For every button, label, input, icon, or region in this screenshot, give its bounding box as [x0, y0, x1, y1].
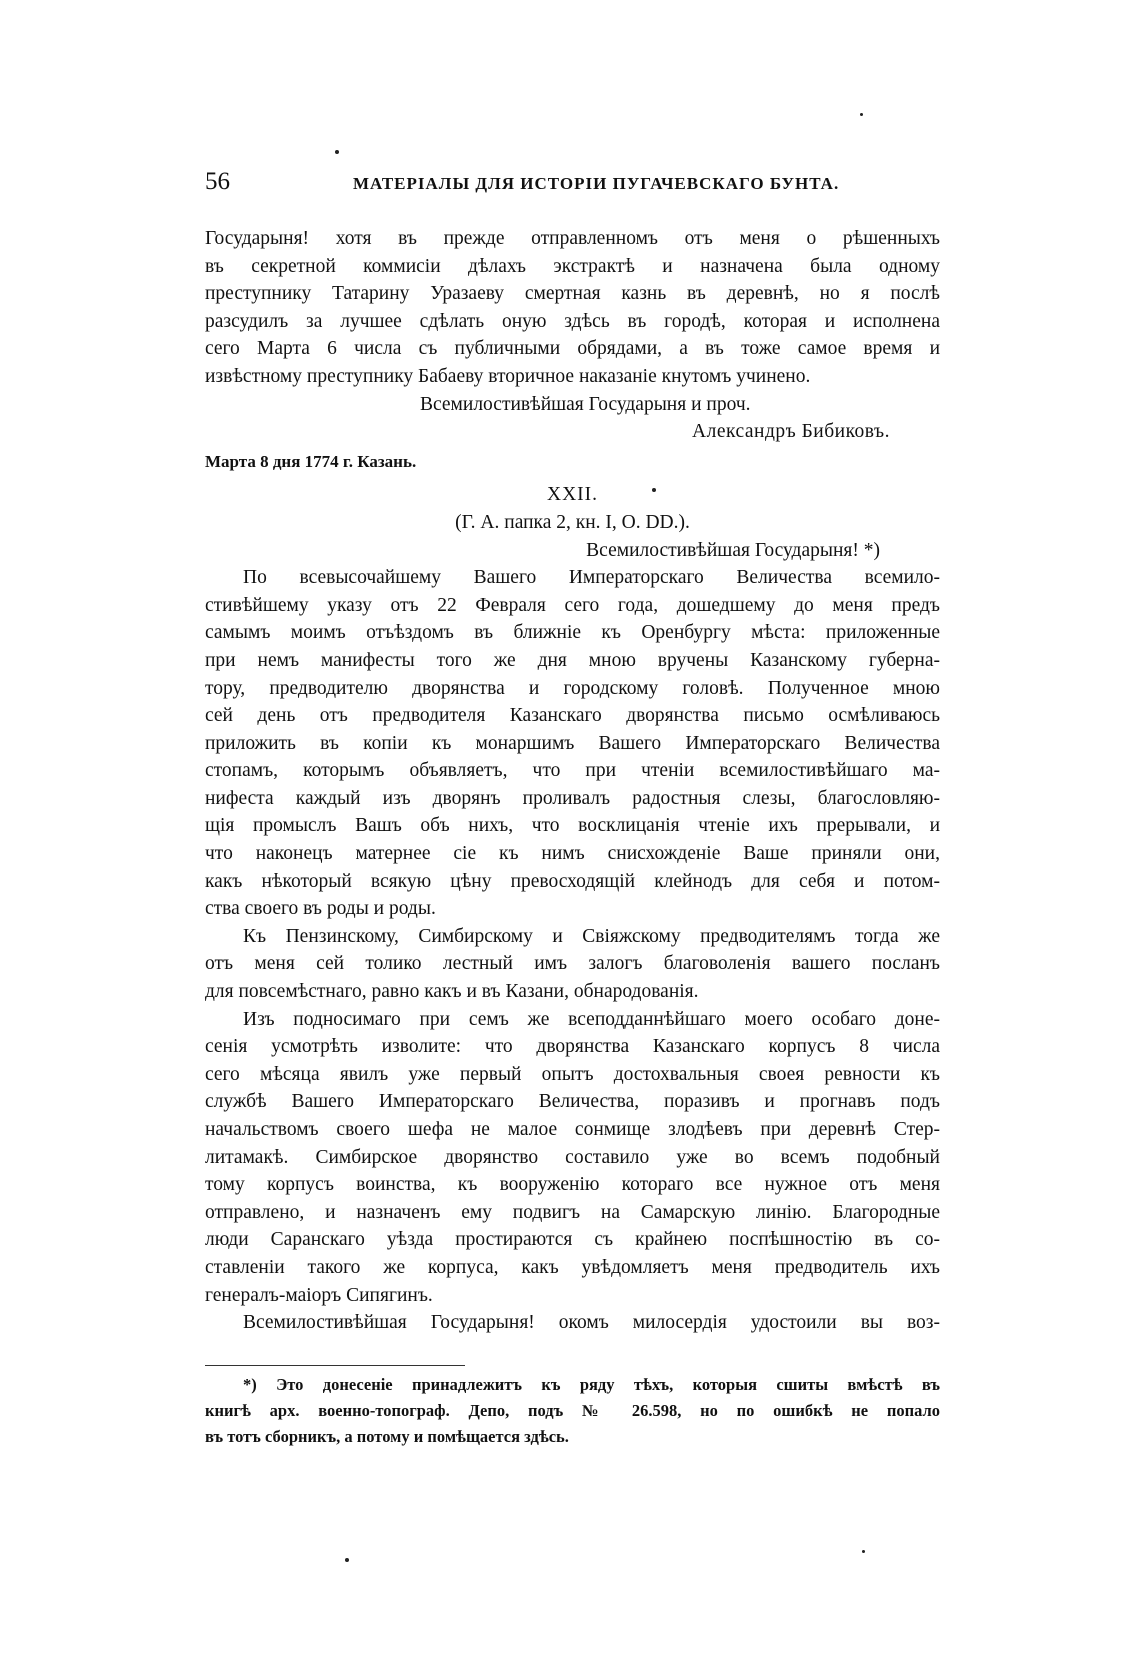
page-header	[205, 168, 945, 198]
paragraph	[205, 1309, 940, 1337]
letter-closing: Всемилостивѣйшая Государыня и проч.	[420, 393, 751, 415]
page-number: 56	[205, 168, 230, 195]
text-line: какъ нѣкоторый всякую цѣну превосходящій клейнодъ для себя и потом-	[205, 870, 940, 892]
document-salutation: Всемилостивѣйшая Государыня! *)	[586, 539, 880, 561]
paragraph	[205, 1006, 940, 1310]
text-line: приложить въ копіи къ монаршимъ Вашего Императорскаго Величества	[205, 732, 940, 754]
text-line: что наконецъ матернее сіе къ нимъ снисхожденіе Ваше приняли они,	[205, 843, 940, 865]
paragraph	[205, 923, 940, 1006]
footnote-line: книгѣ арх. военно-топограф. Депо, подъ № 26.598, но по ошибкѣ не попало	[205, 1401, 940, 1420]
text-line: Государыня! хотя въ прежде отправленномъ отъ меня о рѣшенныхъ	[205, 228, 940, 249]
text-line: при немъ манифесты того же дня мною вручены Казанскому губерна-	[205, 649, 940, 671]
text-line: литамакѣ. Симбирское дворянство составило уже во всемъ подобный	[205, 1146, 940, 1168]
paragraph	[205, 564, 940, 923]
text-line: въ секретной коммисіи дѣлахъ экстрактѣ и назначена была одному	[205, 255, 940, 277]
text-line: сего мѣсяца явилъ уже первый опытъ достохвальныя своея ревности къ	[205, 1063, 940, 1085]
letter-ending	[205, 225, 940, 475]
text-line: для повсемѣстнаго, равно какъ и въ Казани, обнародованія.	[205, 981, 699, 1003]
footnote-line: *) Это донесеніе принадлежитъ къ ряду тѣхъ, которыя сшиты вмѣстѣ въ	[243, 1375, 940, 1394]
text-line: тору, предводителю дворянства и городскому головѣ. Полученное мною	[205, 677, 940, 699]
text-line: сей день отъ предводителя Казанскаго дворянства письмо осмѣливаюсь	[205, 705, 940, 727]
letter-dateline: Марта 8 дня 1774 г. Казань.	[205, 451, 417, 471]
print-speck	[862, 1550, 865, 1553]
document-xxii	[205, 481, 940, 1336]
text-line: стивѣйшему указу отъ 22 Февраля сего года, дошедшему до меня предъ	[205, 594, 940, 616]
text-line: преступнику Татарину Уразаеву смертная казнь въ деревнѣ, но я послѣ	[205, 283, 940, 305]
print-speck	[860, 113, 863, 116]
text-line: отправлено, и назначенъ ему подвигъ на Самарскую линію. Благородные	[205, 1201, 940, 1223]
text-line: нифеста каждый изъ дворянъ проливалъ радостныя слезы, благословляю-	[205, 787, 940, 809]
text-line: извѣстному преступнику Бабаеву вторичное наказаніе кнутомъ учинено.	[205, 365, 811, 387]
text-line: По всевысочайшему Вашего Императорскаго Величества всемило-	[243, 567, 940, 589]
print-speck	[345, 1558, 349, 1562]
print-speck	[652, 488, 656, 492]
text-line: отъ меня сей толико лестный имъ залогъ благоволенія вашего посланъ	[205, 953, 940, 975]
running-title: МАТЕРІАЛЫ ДЛЯ ИСТОРІИ ПУГАЧЕВСКАГО БУНТА.	[353, 174, 840, 193]
text-line: Изъ подносимаго при семъ же всеподданнѣйшаго моего особаго доне-	[243, 1008, 940, 1030]
footnote	[205, 1372, 940, 1450]
text-line: самымъ моимъ отъѣздомъ въ ближніе къ Оренбургу мѣста: приложенные	[205, 622, 940, 644]
letter-signature: Александръ Бибиковъ.	[692, 421, 890, 443]
text-line: сенія усмотрѣть изволите: что дворянства Казанскаго корпусъ 8 числа	[205, 1036, 940, 1058]
text-line: тому корпусъ воинства, къ вооруженію котораго все нужное отъ меня	[205, 1174, 940, 1196]
text-line: ставленіи такого же корпуса, какъ увѣдомляетъ меня предводитель ихъ	[205, 1256, 940, 1278]
footnote-line: въ тотъ сборникъ, а потому и помѣщается здѣсь.	[205, 1427, 569, 1446]
footnote-divider	[205, 1365, 465, 1366]
text-line: щія промыслъ Вашъ объ нихъ, что восклицанія чтеніе ихъ прерывали, и	[205, 815, 940, 837]
document-source: (Г. А. папка 2, кн. I, О. DD.).	[455, 511, 690, 533]
text-line: ства своего въ роды и роды.	[205, 898, 436, 920]
document-number: XXII.	[546, 484, 599, 506]
text-line: Всемилостивѣйшая Государыня! окомъ милосердія удостоили вы воз-	[243, 1312, 940, 1334]
print-speck	[335, 150, 339, 154]
text-line: сего Марта 6 числа съ публичными обрядами, а въ тоже самое время и	[205, 338, 940, 360]
main-text	[205, 225, 940, 1337]
text-line: Къ Пензинскому, Симбирскому и Свіяжскому предводителямъ тогда же	[243, 925, 940, 947]
text-line: люди Саранскаго уѣзда простираются съ крайнею поспѣшностію въ со-	[205, 1229, 940, 1251]
text-line: стопамъ, которымъ объявляетъ, что при чтеніи всемилостивѣйшаго ма-	[205, 760, 940, 782]
text-line: службѣ Вашего Императорскаго Величества, поразивъ и прогнавъ подъ	[205, 1091, 940, 1113]
text-line: начальствомъ своего шефа не малое сонмище злодѣевъ при деревнѣ Стер-	[205, 1119, 940, 1140]
text-line: разсудилъ за лучшее сдѣлать оную здѣсь въ городѣ, которая и исполнена	[205, 310, 940, 332]
text-line: генералъ-маіоръ Сипягинъ.	[205, 1284, 433, 1306]
